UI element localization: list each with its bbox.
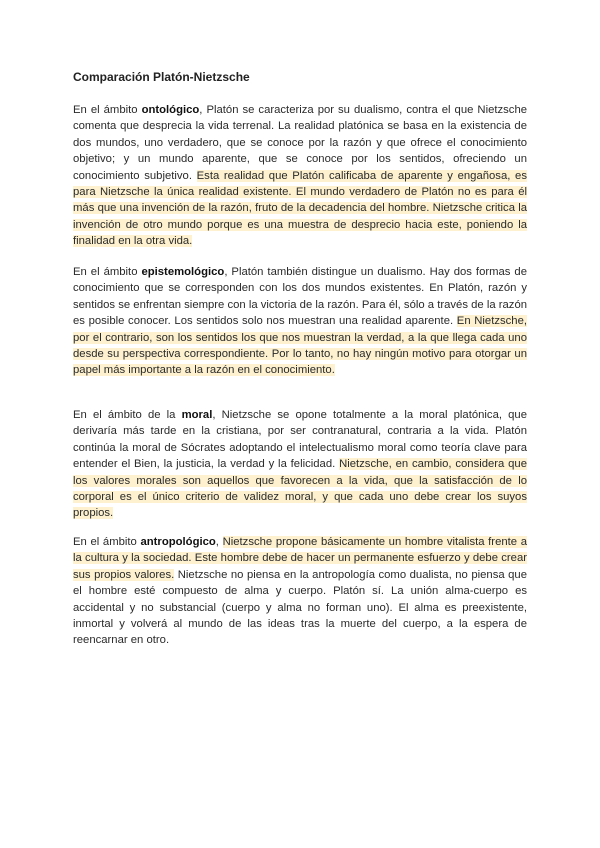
paragraph-anthropological: [73, 534, 527, 649]
paragraph-intro: En el ámbito de la: [73, 409, 182, 421]
paragraph-epistemological: [73, 264, 527, 379]
paragraph-intro: En el ámbito: [73, 104, 142, 116]
paragraph-highlight: Nietzsche, en cambio, considera que los valores morales son aquellos que favorecen a la vida, que la satisfacción de lo corporal es el único criterio de validez moral, y que cada uno debe crear los suyos propios.: [73, 458, 527, 520]
paragraph-text: , Platón también distingue un dualismo. Hay dos formas de conocimiento que se corresponden con los dos mundos existentes. En Platón, razón y sentidos se enfrentan siempre con la victoria de la razón. Para él, sólo a través de la razón es posible conocer. Los sentidos solo nos muestran una realidad aparente.: [73, 266, 528, 328]
paragraph-tail: Nietzsche no piensa en la antropología como dualista, no piensa que el hombre esté compuesto de alma y cuerpo. Platón sí. La unión alma-cuerpo es accidental y no substancial (cuerpo y alma no forman uno). El alma es preexistente, inmortal y volverá al mundo de las ideas tras la muerte del cuerpo, a la espera de reencarnar en otro.: [73, 568, 527, 647]
paragraph-text: ,: [215, 536, 223, 548]
paragraph-highlight: Esta realidad que Platón calificaba de aparente y engañosa, es para Nietzsche la única realidad existente. El mundo verdadero de Platón no es para él más que una invención de la razón, fruto de la decadencia del hombre. Nietzsche critica la invención de otro mundo porque es una muestra de desprecio hacia este, poniendo la finalidad en la otra vida.: [73, 169, 527, 248]
document-title: Comparación Platón-Nietzsche: [73, 70, 250, 84]
paragraph-moral: [73, 407, 527, 522]
paragraph-text: , Nietzsche se opone totalmente a la moral platónica, que derivaría más tarde en la cristiana, por ser contranatural, contraria a la vida. Platón continúa la moral de Sócrates adoptando el intelectualismo moral como teoría clave para entender el Bien, la justicia, la verdad y la felicidad.: [73, 409, 527, 471]
paragraph-term: epistemológico: [141, 266, 225, 278]
paragraph-term: ontológico: [141, 104, 200, 116]
paragraph-ontological: [73, 102, 527, 250]
paragraph-term: antropológico: [140, 536, 216, 548]
paragraph-intro: En el ámbito: [73, 266, 142, 278]
paragraph-intro: En el ámbito: [73, 536, 141, 548]
paragraph-text: , Platón se caracteriza por su dualismo, contra el que Nietzsche comenta que desprecia la vida terrenal. La realidad platónica se basa en la existencia de dos mundos, uno verdadero, que se conoce por la razón y que ofrece el conocimiento objetivo; y un mundo aparente, que se conoce por los sentidos, ofreciendo un conocimiento subjetivo.: [73, 104, 528, 182]
paragraph-highlight: Nietzsche propone básicamente un hombre vitalista frente a la cultura y la sociedad. Este hombre debe de hacer un permanente esfuerzo y debe crear sus propios valores.: [73, 536, 527, 581]
paragraph-highlight: En Nietzsche, por el contrario, son los sentidos los que nos muestran la verdad, a la que llega cada uno desde su perspectiva correspondiente. Por lo tanto, no hay ningún motivo para otorgar un papel más importante a la razón en el conocimiento.: [73, 315, 527, 377]
paragraph-term: moral: [181, 409, 213, 421]
